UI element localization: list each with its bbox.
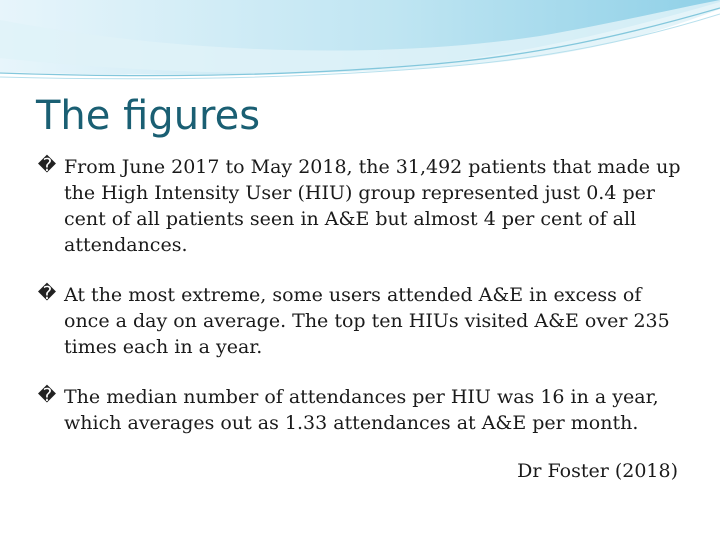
bullet-marker-icon: � xyxy=(37,385,57,406)
bullet-marker-icon: � xyxy=(37,155,57,176)
bullet-item xyxy=(36,154,686,258)
citation: Dr Foster (2018) xyxy=(517,460,678,482)
header-wave-decoration xyxy=(0,0,720,90)
bullet-text: At the most extreme, some users attended A&E in excess of once a day on average. The top ten HIUs visited A&E over 235 times each in a year. xyxy=(64,284,670,358)
bullet-text: The median number of attendances per HIU was 16 in a year, which averages out as 1.33 attendances at A&E per month. xyxy=(64,386,659,434)
bullet-item xyxy=(36,282,686,360)
slide-title: The figures xyxy=(36,93,261,139)
bullet-list xyxy=(36,154,686,436)
bullet-text: From June 2017 to May 2018, the 31,492 patients that made up the High Intensity User (HIU) group represented just 0.4 per cent of all patients seen in A&E but almost 4 per cent of all attendances. xyxy=(64,156,681,256)
bullet-item xyxy=(36,384,686,436)
bullet-marker-icon: � xyxy=(37,283,57,304)
